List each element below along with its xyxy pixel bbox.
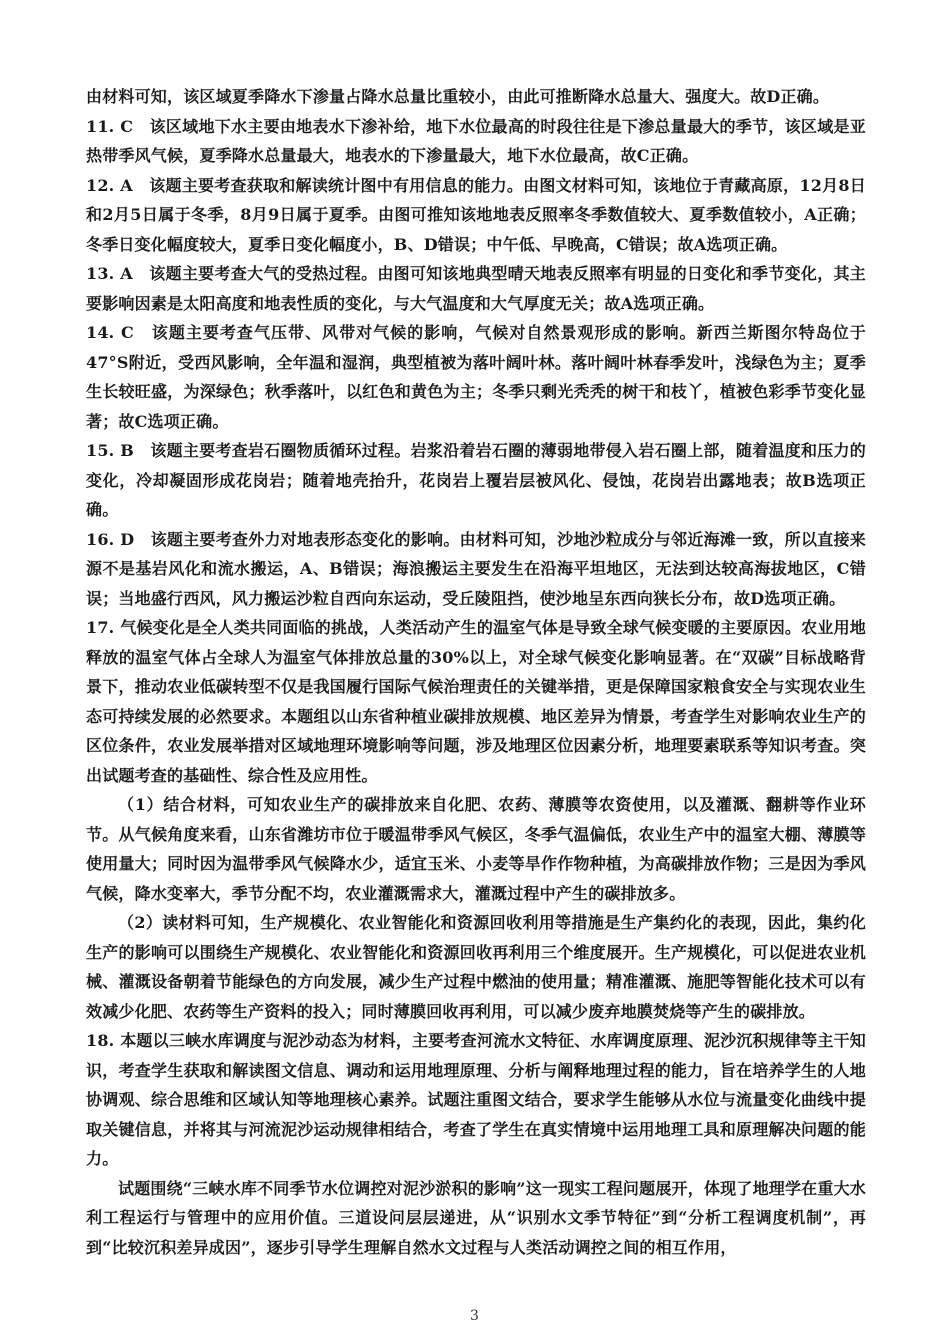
answer-17-part-2: （2）读材料可知，生产规模化、农业智能化和资源回收利用等措施是生产集约化的表现，因此，集约化生产的影响可以围绕生产规模化、农业智能化和资源回收再利用三个维度展开。生产规模化，可以促进农业机械、灌溉设备朝着节能绿色的方向发展，减少生产过程中燃油的使用量；精准灌溉、施肥等智能化技术可以有效减少化肥、农药等生产资料的投入；同时薄膜回收再利用，可以减少废弃地膜焚烧等产生的碳排放。 (86, 913, 866, 1021)
answer-17-intro: 17. 气候变化是全人类共同面临的挑战，人类活动产生的温室气体是导致全球气候变暖的主要原因。农业用地释放的温室气体占全球人为温室气体排放总量的30%以上，对全球气候变化影响显著。在“双碳”目标战略背景下，推动农业低碳转型不仅是我国履行国际气候治理责任的关键举措，更是保障国家粮食安全与实现农业生态可持续发展的必然要求。本题组以山东省种植业碳排放规模、地区差异为情景，考查学生对影响农业生产的区位条件，农业发展举措对区域地理环境影响等问题，涉及地理区位因素分析，地理要素联系等知识考查。突出试题考查的基础性、综合性及应用性。 (86, 618, 866, 785)
answer-13: 13. A 该题主要考查大气的受热过程。由图可知该地典型晴天地表反照率有明显的日变化和季节变化，其主要影响因素是太阳高度和地表性质的变化，与大气温度和大气厚度无关；故A选项正确。 (86, 264, 866, 313)
document-page (86, 82, 866, 1282)
answer-15: 15. B 该题主要考查岩石圈物质循环过程。岩浆沿着岩石圈的薄弱地带侵入岩石圈上部，随着温度和压力的变化，冷却凝固形成花岗岩；随着地壳抬升，花岗岩上覆岩层被风化、侵蚀，花岗岩出露地表；故B选项正确。 (86, 441, 866, 519)
answer-18-intro: 18. 本题以三峡水库调度与泥沙动态为材料，主要考查河流水文特征、水库调度原理、泥沙沉积规律等主干知识，考查学生获取和解读图文信息、调动和运用地理原理、分析与阐释地理过程的能力，旨在培养学生的人地协调观、综合思维和区域认知等地理核心素养。试题注重图文结合，要求学生能够从水位与流量变化曲线中提取关键信息，并将其与河流泥沙运动规律相结合，考查了学生在真实情境中运用地理工具和原理解决问题的能力。 (86, 1031, 866, 1168)
answer-11: 11. C 该区域地下水主要由地表水下渗补给，地下水位最高的时段往往是下渗总量最大的季节，该区域是亚热带季风气候，夏季降水总量最大，地表水的下渗量最大，地下水位最高，故C正确。 (86, 116, 866, 165)
answer-17-part-1: （1）结合材料，可知农业生产的碳排放来自化肥、农药、薄膜等农资使用，以及灌溉、翻耕等作业环节。从气候角度来看，山东省潍坊市位于暖温带季风气候区，冬季气温偏低，农业生产中的温室大棚、薄膜等使用量大；同时因为温带季风气候降水少，适宜玉米、小麦等旱作作物种植，为高碳排放作物；三是因为季风气候，降水变率大，季节分配不均，农业灌溉需求大，灌溉过程中产生的碳排放多。 (86, 795, 866, 903)
answer-18-design: 试题围绕“三峡水库不同季节水位调控对泥沙淤积的影响”这一现实工程问题展开，体现了地理学在重大水利工程运行与管理中的应用价值。三道设问层层递进，从“识别水文季节特征”到“分析工程调度机制”，再到“比较沉积差异成因”，逐步引导学生理解自然水文过程与人类活动调控之间的相互作用， (86, 1178, 866, 1257)
answer-14: 14. C 该题主要考查气压带、风带对气候的影响，气候对自然景观形成的影响。新西兰斯图尔特岛位于47°S附近，受西风影响，全年温和湿润，典型植被为落叶阔叶林。落叶阔叶林春季发叶，浅绿色为主；夏季生长较旺盛，为深绿色；秋季落叶，以红色和黄色为主；冬季只剩光秃秃的树干和枝丫，植被色彩季节变化显著；故C选项正确。 (86, 323, 866, 431)
answer-16: 16. D 该题主要考查外力对地表形态变化的影响。由材料可知，沙地沙粒成分与邻近海滩一致，所以直接来源不是基岩风化和流水搬运，A、B错误；海浪搬运主要发生在沿海平坦地区，无法到达较高海拔地区，C错误；当地盛行西风，风力搬运沙粒自西向东运动，受丘陵阻挡，使沙地呈东西向狭长分布，故D选项正确。 (86, 529, 866, 608)
paragraph-1: 由材料可知，该区域夏季降水下渗量占降水总量比重较小，由此可推断降水总量大、强度大。故D正确。 (86, 87, 830, 106)
answer-12: 12. A 该题主要考查获取和解读统计图中有用信息的能力。由图文材料可知，该地位于青藏高原，12月8日和2月5日属于冬季，8月9日属于夏季。由图可推知该地地表反照率冬季数值较大、夏季数值较小，A正确；冬季日变化幅度较大，夏季日变化幅度小，B、D错误；中午低、早晚高，C错误；故A选项正确。 (86, 175, 866, 254)
page-number: 3 (470, 1308, 479, 1324)
